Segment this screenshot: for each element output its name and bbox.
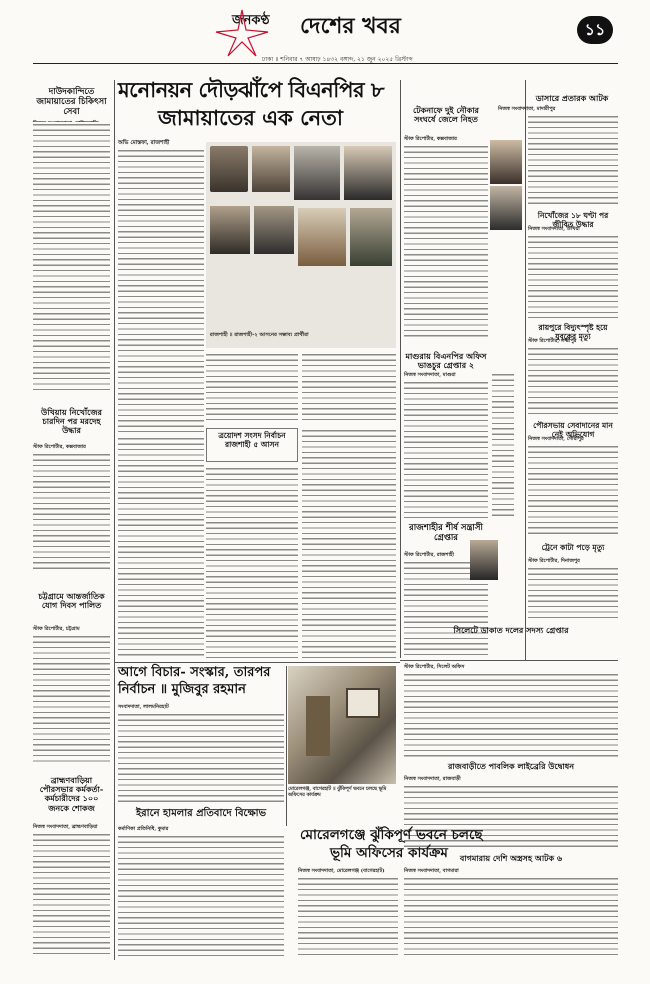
- lead-body-col1: [118, 148, 204, 438]
- candidate-photo: [350, 208, 392, 266]
- left-column: [33, 88, 110, 958]
- left-story4-byline: নিজস্ব সংবাদদাতা, ব্রাহ্মণবাড়িয়া: [33, 824, 98, 830]
- rc-story3-headline: রায়পুরে বিদ্যুৎস্পৃষ্ট হয়ে যুবকের মৃত্যু: [538, 323, 608, 341]
- b-story1-headline-line1: আগে বিচার- সংস্কার, তারপর: [118, 665, 271, 680]
- left-story3-body: [33, 634, 110, 762]
- mr-story2-byline: নিজস্ব সংবাদদাতা, মাগুরা: [404, 372, 456, 378]
- lead-subhead: ত্রয়োদশ সংসদ নির্বাচন রাজশাহী ৫ আসন: [218, 431, 286, 449]
- b-story2-headline: ইরানে হামলার প্রতিবাদে বিক্ষোভ: [135, 808, 267, 819]
- lead-photo-caption: রাজশাহী ॥ রাজশাহী-২ আসনের সম্ভাব্য প্রার্থীরা: [210, 332, 309, 338]
- rc-story1-headline: ডাসারে প্রতারক আটক: [535, 93, 609, 103]
- rc-story5-headline: ট্রেনে কাটা পড়ে মৃত্যু: [541, 543, 605, 552]
- rc-story1-byline: নিজস্ব সংবাদদাতা, মাদারীপুর: [498, 106, 556, 112]
- rc-story4-body: [528, 444, 618, 538]
- left-story1-headline: দাউদকান্দিতে জামায়াতের চিকিৎসা সেবা: [36, 87, 107, 117]
- masthead-rule: [33, 63, 618, 64]
- rc-story3-body: [528, 346, 618, 416]
- lead-body-col2: [206, 352, 298, 424]
- left-story3-headline: চট্টগ্রামে আন্তর্জাতিক যোগ দিবস পালিত: [38, 591, 105, 611]
- mr-story2-body-a: [404, 380, 488, 518]
- b-photo-caption: মোরেলগঞ্জ, বাগেরহাট ॥ ঝুঁকিপূর্ণ ভবনে চলছে ভূমি অফিসের কার্যক্রম: [288, 786, 387, 798]
- b-story1-byline: সংবাদদাতা, লালমনিরহাট: [118, 704, 169, 710]
- rc-story5-byline: স্টাফ রিপোর্টার, দিনাজপুর: [528, 558, 580, 564]
- person-photo: [490, 140, 522, 184]
- left-story2-headline: উখিয়ায় নিখোঁজের চারদিন পর মরদেহ উদ্ধার: [41, 407, 102, 436]
- rc-story7-headline: রাজবাড়ীতে পাবলিক লাইব্রেরি উদ্বোধন: [447, 761, 575, 771]
- mr-photos: [490, 140, 522, 230]
- rc-story6-byline: স্টাফ রিপোর্টার, সিলেট অফিস: [404, 664, 465, 670]
- section-title: দেশের খবর: [300, 14, 401, 39]
- star-logo-icon: [212, 8, 272, 58]
- b-story1-headline-line2: নির্বাচন ॥ মুজিবুর রহমান: [118, 681, 246, 697]
- rc-story2-body: [528, 234, 618, 318]
- b-photo: [288, 666, 396, 784]
- b-story3-headline-line1: মোরেলগঞ্জে ঝুঁকিপূর্ণ ভবনে চলছে: [300, 827, 483, 843]
- mr-person-photo: [470, 540, 498, 580]
- candidate-photo: [254, 206, 294, 254]
- b-story2-body: [118, 834, 284, 958]
- rc-story8-byline: নিজস্ব সংবাদদাতা, বাগমারা: [404, 868, 459, 874]
- b-story3-byline: নিজস্ব সংবাদদাতা, মোরেলগঞ্জ (বাগেরহাট): [298, 868, 385, 874]
- mr-story1-headline: টেকনাফে দুই নৌকার সংঘর্ষে জেলে নিহত: [413, 105, 479, 125]
- lead-headline-line2: জামায়াতের এক নেতা: [158, 105, 344, 131]
- candidate-photo: [344, 146, 392, 200]
- bottom-divider: [286, 666, 287, 826]
- person-photo: [490, 186, 522, 230]
- lead-headline-line1: মনোনয়ন দৌড়ঝাঁপে বিএনপির ৮: [118, 77, 384, 102]
- rc-story6-headline: সিলেটে ডাকাত দলের সদস্য গ্রেপ্তার: [453, 625, 569, 635]
- lead-byline: অভি মোস্তফা, রাজশাহী: [118, 140, 170, 146]
- rc-story4-byline: নিজস্ব সংবাদদাতা, গৌরীপুর: [528, 436, 584, 442]
- mr-story1-body: [404, 144, 488, 340]
- mr-story1-byline: স্টাফ রিপোর্টার, কক্সবাজার: [404, 136, 457, 142]
- candidate-photo: [298, 208, 346, 266]
- b-story3-headline-line2: ভূমি অফিসের কার্যক্রম: [330, 845, 448, 861]
- lead-body-col2b: [206, 466, 298, 658]
- left-story1-body: [33, 122, 110, 390]
- rc-story4-headline: পৌরসভায় সেবাদানের মান নেই অভিযোগ: [533, 421, 613, 439]
- page-number: ১১: [584, 20, 606, 39]
- b-story2-byline: কৰ্মাণিকা প্রতিনিধি, কুমার: [118, 826, 169, 832]
- col-divider-mid: [400, 80, 401, 658]
- rc-story8-body: [404, 876, 618, 958]
- left-story4-body: [33, 832, 110, 958]
- lead-body-col3: [302, 352, 396, 424]
- lead-body-col1b: [118, 436, 204, 658]
- candidate-photo: [294, 146, 340, 200]
- lead-body-col3b: [302, 428, 396, 658]
- bottom-rule: [114, 662, 400, 663]
- mr-story2-body-b: [492, 372, 514, 520]
- b-photo-door: [306, 696, 330, 756]
- rc-story2-byline: নিজস্ব সংবাদদাতা, উখিয়া: [528, 226, 580, 232]
- rc-story3-byline: স্টাফ রিপোর্টার, লক্ষ্মীপুর: [528, 338, 577, 344]
- dateline: ঢাকা ॥ শনিবার ৭ আষাঢ় ১৪৩২ বঙ্গাব্দ, ২১ জুন ২০২৫ খ্রিস্টাব্দ: [262, 56, 413, 63]
- left-story2-body: [33, 452, 110, 572]
- candidate-photo: [210, 146, 248, 192]
- left-story2-byline: স্টাফ রিপোর্টার, কক্সবাজার: [33, 444, 86, 450]
- candidate-photo: [252, 146, 290, 192]
- rc-story6-body: [404, 672, 618, 760]
- rc-story2-headline: নিখোঁজের ১৮ ঘণ্টা পর জীবিত উদ্ধার: [537, 211, 609, 229]
- mr-story3-headline: রাজশাহীর শীর্ষ সন্ত্রাসী গ্রেপ্তার: [409, 523, 483, 543]
- right-rule: [400, 660, 618, 661]
- candidate-photo: [210, 206, 250, 254]
- col-divider-left: [114, 80, 115, 960]
- lead-subhead-box: [206, 428, 298, 462]
- left-story3-byline: স্টাফ রিপোর্টার, চট্টগ্রাম: [33, 626, 80, 632]
- rc-story8-headline: বাগমারায় দেশি অস্ত্রসহ আটক ৬: [459, 853, 563, 863]
- rc-story1-body: [528, 114, 618, 206]
- page-number-badge: [577, 16, 613, 44]
- masthead: [0, 0, 650, 66]
- left-story4-headline: ব্রাহ্মণবাড়িয়া পৌরসভার কর্মকর্তা-কর্মচারীদের ১০০ জনকে শোকজ: [39, 775, 104, 813]
- paper-name: জনকণ্ঠ: [232, 13, 270, 28]
- lead-photo-montage: [206, 142, 396, 348]
- b-story3-body: [298, 876, 398, 958]
- mr-story2-headline: মাগুরায় বিএনপির অফিস ভাঙচুর গ্রেপ্তার ২: [405, 351, 487, 371]
- rc-story5-body: [528, 566, 618, 618]
- b-photo-window: [346, 688, 380, 718]
- b-story1-body: [118, 712, 284, 804]
- mr-story3-byline: স্টাফ রিপোর্টার, রাজশাহী: [404, 552, 454, 558]
- rc-story7-byline: নিজস্ব সংবাদদাতা, রাজবাড়ী: [404, 776, 461, 782]
